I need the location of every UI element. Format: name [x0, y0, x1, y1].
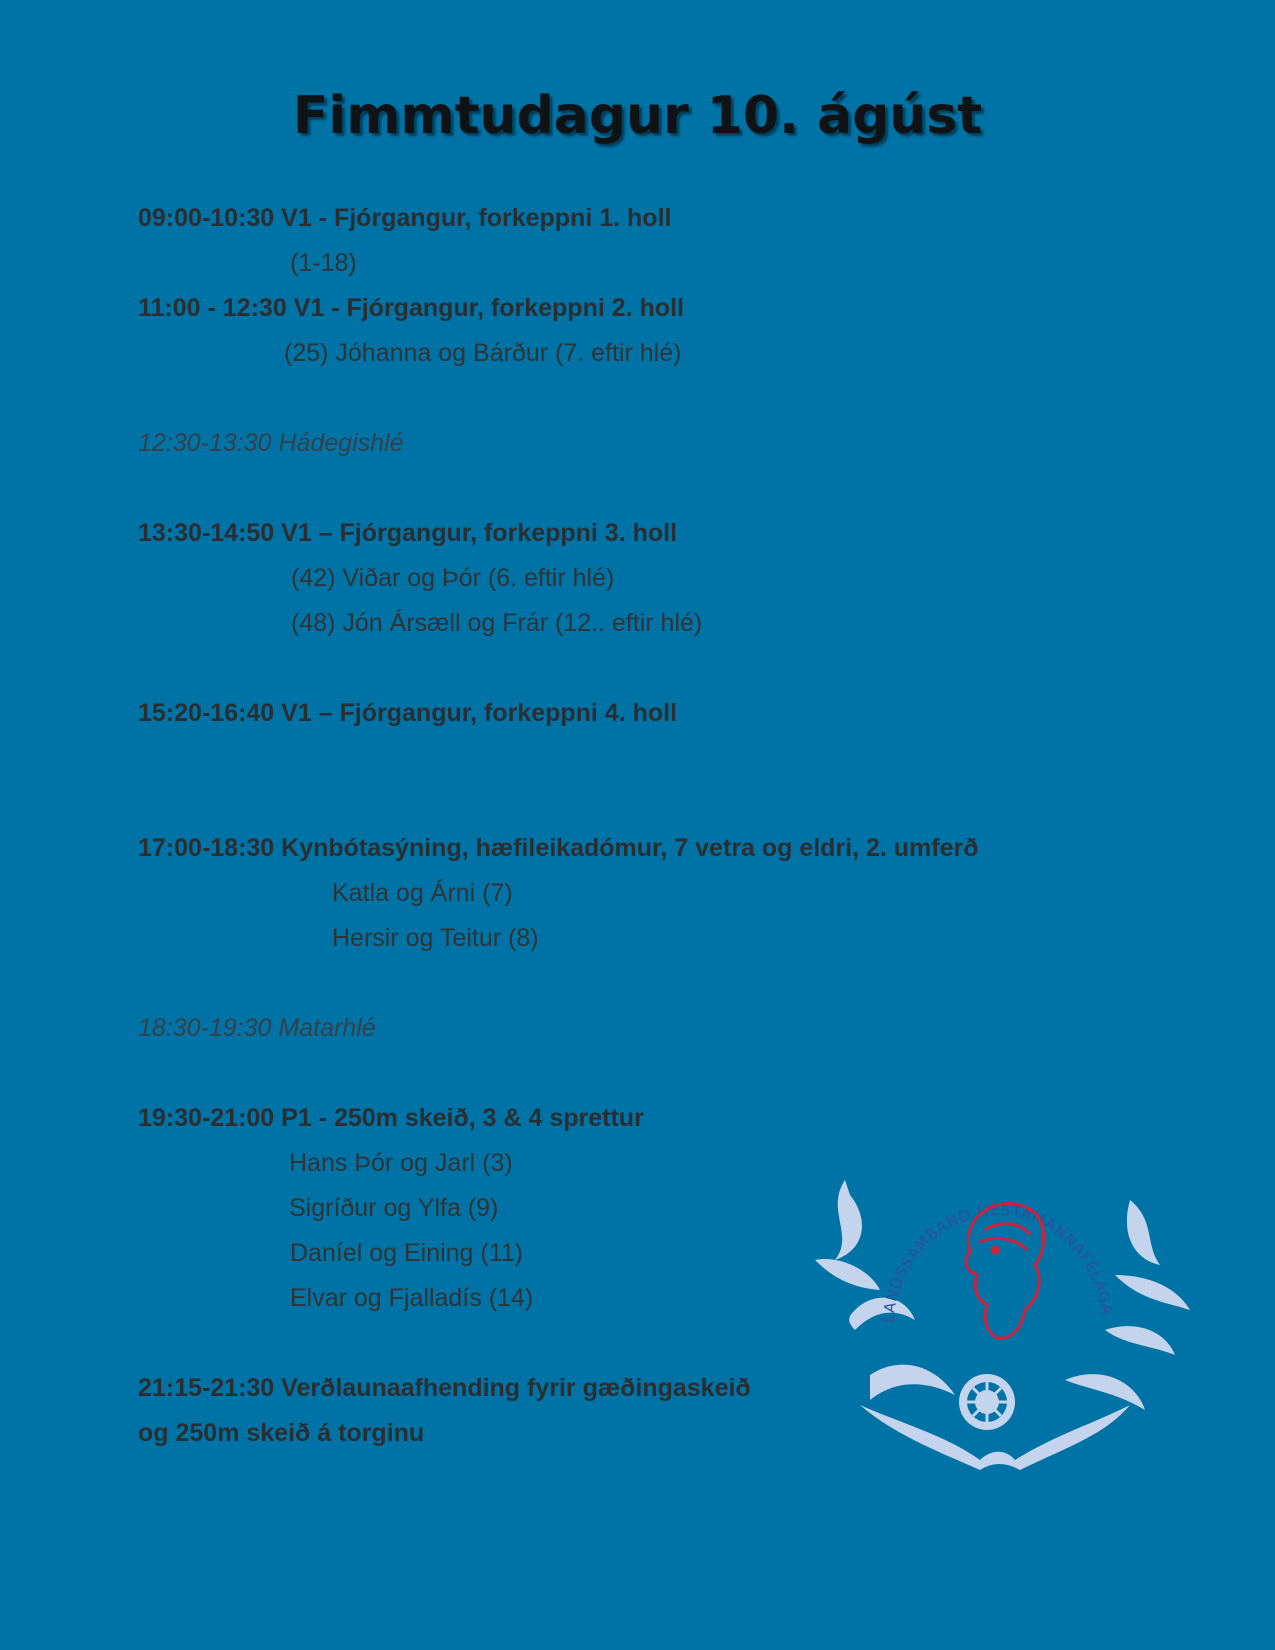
dinner-break: 18:30-19:30 Matarhlé	[138, 1014, 376, 1042]
participant-vidar: (42) Viðar og Þór (6. eftir hlé)	[291, 564, 615, 592]
lunch-break: 12:30-13:30 Hádegishlé	[138, 429, 404, 457]
participant-range: (1-18)	[290, 249, 357, 277]
participant-elvar: Elvar og Fjalladís (14)	[290, 1284, 534, 1312]
swirl-shape	[1127, 1200, 1160, 1265]
participant-jon-arsaell: (48) Jón Ársæll og Frár (12.. eftir hlé)	[291, 609, 703, 637]
participant-hans-thor: Hans Þór og Jarl (3)	[289, 1149, 513, 1177]
participant-hersir: Hersir og Teitur (8)	[332, 924, 539, 952]
swirl-shape	[835, 1180, 862, 1260]
logo-ring-text: LANDSSAMBAND HESTAMANNAFÉLAGA	[879, 1200, 1117, 1324]
schedule-entry-2115: 21:15-21:30 Verðlaunaafhending fyrir gæðingaskeið	[138, 1374, 751, 1402]
participant-johanna: (25) Jóhanna og Bárður (7. eftir hlé)	[284, 339, 682, 367]
swirl-shape	[815, 1259, 880, 1290]
swirl-shape	[1105, 1326, 1175, 1355]
schedule-entry-1520: 15:20-16:40 V1 – Fjórgangur, forkeppni 4. holl	[138, 699, 678, 727]
ring-emblem-icon	[959, 1374, 1015, 1430]
schedule-entry-1100: 11:00 - 12:30 V1 - Fjórgangur, forkeppni 2. holl	[138, 294, 684, 322]
schedule-entry-0900: 09:00-10:30 V1 - Fjórgangur, forkeppni 1. holl	[138, 204, 672, 232]
swirl-shape	[1115, 1275, 1190, 1310]
participant-sigridur: Sigríður og Ylfa (9)	[289, 1194, 499, 1222]
lh-logo-icon	[815, 1180, 1195, 1470]
swirl-shape	[870, 1365, 955, 1400]
schedule-entry-2115-cont: og 250m skeið á torginu	[138, 1419, 425, 1447]
schedule-entry-1700: 17:00-18:30 Kynbótasýning, hæfileikadómur, 7 vetra og eldri, 2. umferð	[138, 834, 979, 862]
page-title: Fimmtudagur 10. ágúst	[292, 86, 983, 146]
schedule-entry-1930: 19:30-21:00 P1 - 250m skeið, 3 & 4 sprettur	[138, 1104, 644, 1132]
participant-katla: Katla og Árni (7)	[332, 879, 513, 907]
schedule-entry-1330: 13:30-14:50 V1 – Fjórgangur, forkeppni 3. holl	[138, 519, 678, 547]
swirl-shape	[1065, 1374, 1145, 1410]
participant-daniel: Daníel og Eining (11)	[290, 1239, 524, 1267]
